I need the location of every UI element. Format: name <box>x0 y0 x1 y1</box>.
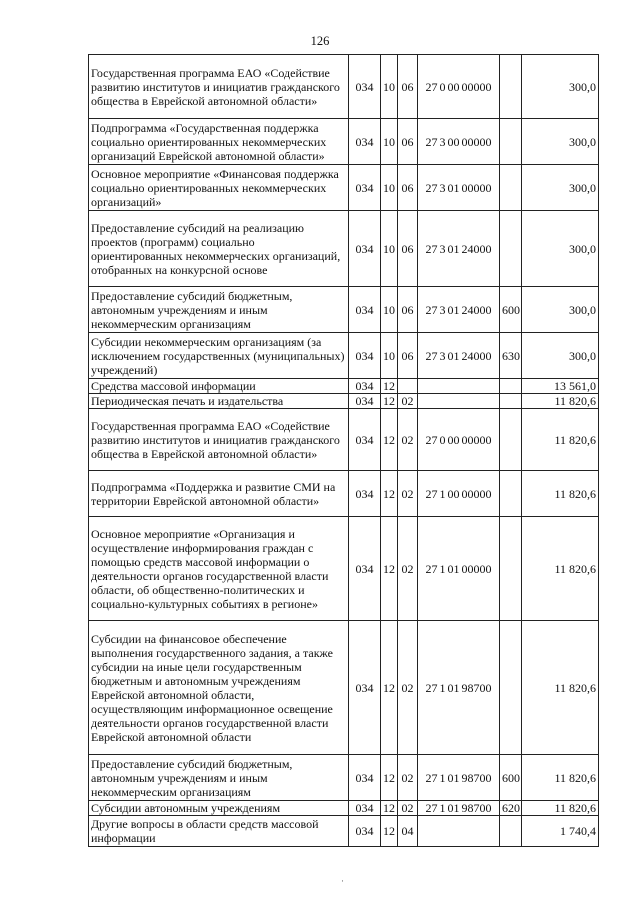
table-row <box>89 165 599 211</box>
row-amount: 11 820,6 <box>522 409 599 471</box>
row-ministry-code: 034 <box>349 165 381 211</box>
row-ministry-code: 034 <box>349 119 381 165</box>
row-amount: 11 820,6 <box>522 394 599 409</box>
row-name: Государственная программа ЕАО «Содействие развитию институтов и инициатив гражданского общества в Еврейской автономной области» <box>89 55 349 119</box>
table-row <box>89 211 599 287</box>
table-row <box>89 119 599 165</box>
row-expense-type <box>500 471 522 517</box>
row-amount: 11 820,6 <box>522 801 599 816</box>
row-target-article <box>418 379 500 394</box>
row-ministry-code: 034 <box>349 517 381 621</box>
row-target-article <box>418 816 500 847</box>
row-amount: 11 820,6 <box>522 517 599 621</box>
row-ministry-code: 034 <box>349 211 381 287</box>
row-subsection-code: 02 <box>398 755 418 801</box>
table-row <box>89 409 599 471</box>
row-ministry-code: 034 <box>349 816 381 847</box>
row-ministry-code: 034 <box>349 287 381 333</box>
page-number: 126 <box>310 34 330 48</box>
row-subsection-code: 06 <box>398 211 418 287</box>
table-row <box>89 517 599 621</box>
row-ministry-code: 034 <box>349 755 381 801</box>
row-target-article: 27 1 00 00000 <box>418 471 500 517</box>
row-expense-type <box>500 55 522 119</box>
row-expense-type: 600 <box>500 755 522 801</box>
row-section-code: 12 <box>381 621 398 755</box>
row-name: Периодическая печать и издательства <box>89 394 349 409</box>
row-section-code: 10 <box>381 55 398 119</box>
scan-dot: · <box>341 876 344 886</box>
row-ministry-code: 034 <box>349 801 381 816</box>
row-name: Основное мероприятие «Финансовая поддержка социально ориентированных некоммерческих организаций» <box>89 165 349 211</box>
row-name: Предоставление субсидий на реализацию проектов (программ) социально ориентированных некоммерческих организаций, отобранных на конкурсной основе <box>89 211 349 287</box>
table-row <box>89 801 599 816</box>
row-name: Субсидии автономным учреждениям <box>89 801 349 816</box>
table-row <box>89 471 599 517</box>
row-amount: 11 820,6 <box>522 471 599 517</box>
table-row <box>89 379 599 394</box>
row-subsection-code: 02 <box>398 409 418 471</box>
row-expense-type <box>500 621 522 755</box>
row-target-article: 27 1 01 98700 <box>418 801 500 816</box>
table-row <box>89 621 599 755</box>
row-amount: 11 820,6 <box>522 621 599 755</box>
row-subsection-code: 06 <box>398 119 418 165</box>
table-row <box>89 755 599 801</box>
row-target-article: 27 3 00 00000 <box>418 119 500 165</box>
table-row <box>89 287 599 333</box>
row-target-article: 27 0 00 00000 <box>418 409 500 471</box>
row-section-code: 10 <box>381 287 398 333</box>
row-subsection-code: 04 <box>398 816 418 847</box>
row-target-article: 27 1 01 98700 <box>418 755 500 801</box>
row-expense-type <box>500 211 522 287</box>
row-expense-type: 620 <box>500 801 522 816</box>
row-section-code: 12 <box>381 801 398 816</box>
row-ministry-code: 034 <box>349 471 381 517</box>
row-expense-type <box>500 517 522 621</box>
row-subsection-code: 02 <box>398 394 418 409</box>
row-name: Подпрограмма «Поддержка и развитие СМИ на территории Еврейской автономной области» <box>89 471 349 517</box>
table-row <box>89 816 599 847</box>
row-target-article <box>418 394 500 409</box>
row-ministry-code: 034 <box>349 409 381 471</box>
row-section-code: 10 <box>381 333 398 379</box>
row-ministry-code: 034 <box>349 55 381 119</box>
row-target-article: 27 3 01 24000 <box>418 211 500 287</box>
row-name: Средства массовой информации <box>89 379 349 394</box>
row-amount: 300,0 <box>522 287 599 333</box>
row-expense-type: 630 <box>500 333 522 379</box>
row-section-code: 12 <box>381 755 398 801</box>
row-target-article: 27 1 01 00000 <box>418 517 500 621</box>
row-ministry-code: 034 <box>349 379 381 394</box>
row-section-code: 12 <box>381 816 398 847</box>
row-expense-type: 600 <box>500 287 522 333</box>
row-expense-type <box>500 379 522 394</box>
row-expense-type <box>500 165 522 211</box>
row-amount: 1 740,4 <box>522 816 599 847</box>
table-row <box>89 394 599 409</box>
row-ministry-code: 034 <box>349 333 381 379</box>
table-row <box>89 55 599 119</box>
row-amount: 300,0 <box>522 211 599 287</box>
row-amount: 13 561,0 <box>522 379 599 394</box>
row-ministry-code: 034 <box>349 621 381 755</box>
row-name: Субсидии на финансовое обеспечение выполнения государственного задания, а также субсидии на иные цели государственным бюджетным и автономным учреждениям Еврейской автономной области, осуществляющим информационное освещение деятельности органов государственной власти Еврейской автономной области <box>89 621 349 755</box>
row-name: Подпрограмма «Государственная поддержка социально ориентированных некоммерческих организаций Еврейской автономной области» <box>89 119 349 165</box>
row-subsection-code: 06 <box>398 165 418 211</box>
row-expense-type <box>500 119 522 165</box>
row-name: Другие вопросы в области средств массовой информации <box>89 816 349 847</box>
row-section-code: 10 <box>381 211 398 287</box>
row-section-code: 12 <box>381 379 398 394</box>
row-amount: 300,0 <box>522 333 599 379</box>
row-target-article: 27 0 00 00000 <box>418 55 500 119</box>
row-target-article: 27 3 01 00000 <box>418 165 500 211</box>
row-amount: 300,0 <box>522 165 599 211</box>
row-subsection-code: 02 <box>398 471 418 517</box>
row-section-code: 12 <box>381 471 398 517</box>
row-name: Предоставление субсидий бюджетным, автономным учреждениям и иным некоммерческим организациям <box>89 755 349 801</box>
row-amount: 300,0 <box>522 55 599 119</box>
row-subsection-code: 02 <box>398 621 418 755</box>
row-amount: 11 820,6 <box>522 755 599 801</box>
row-section-code: 10 <box>381 165 398 211</box>
row-target-article: 27 1 01 98700 <box>418 621 500 755</box>
row-subsection-code: 02 <box>398 517 418 621</box>
row-name: Государственная программа ЕАО «Содействие развитию институтов и инициатив гражданского общества в Еврейской автономной области» <box>89 409 349 471</box>
table-row <box>89 333 599 379</box>
row-target-article: 27 3 01 24000 <box>418 333 500 379</box>
row-subsection-code: 06 <box>398 55 418 119</box>
budget-table <box>88 54 599 847</box>
row-section-code: 12 <box>381 517 398 621</box>
row-section-code: 12 <box>381 409 398 471</box>
row-subsection-code: 02 <box>398 801 418 816</box>
row-amount: 300,0 <box>522 119 599 165</box>
row-expense-type <box>500 409 522 471</box>
row-name: Субсидии некоммерческим организациям (за исключением государственных (муниципальных) учреждений) <box>89 333 349 379</box>
row-name: Предоставление субсидий бюджетным, автономным учреждениям и иным некоммерческим организациям <box>89 287 349 333</box>
row-ministry-code: 034 <box>349 394 381 409</box>
row-name: Основное мероприятие «Организация и осуществление информирования граждан с помощью средств массовой информации о деятельности органов государственной власти области, об общественно-политических и социально-культурных событиях в регионе» <box>89 517 349 621</box>
row-expense-type <box>500 394 522 409</box>
row-section-code: 12 <box>381 394 398 409</box>
row-subsection-code: 06 <box>398 287 418 333</box>
row-expense-type <box>500 816 522 847</box>
row-subsection-code: 06 <box>398 333 418 379</box>
row-section-code: 10 <box>381 119 398 165</box>
row-subsection-code <box>398 379 418 394</box>
row-target-article: 27 3 01 24000 <box>418 287 500 333</box>
